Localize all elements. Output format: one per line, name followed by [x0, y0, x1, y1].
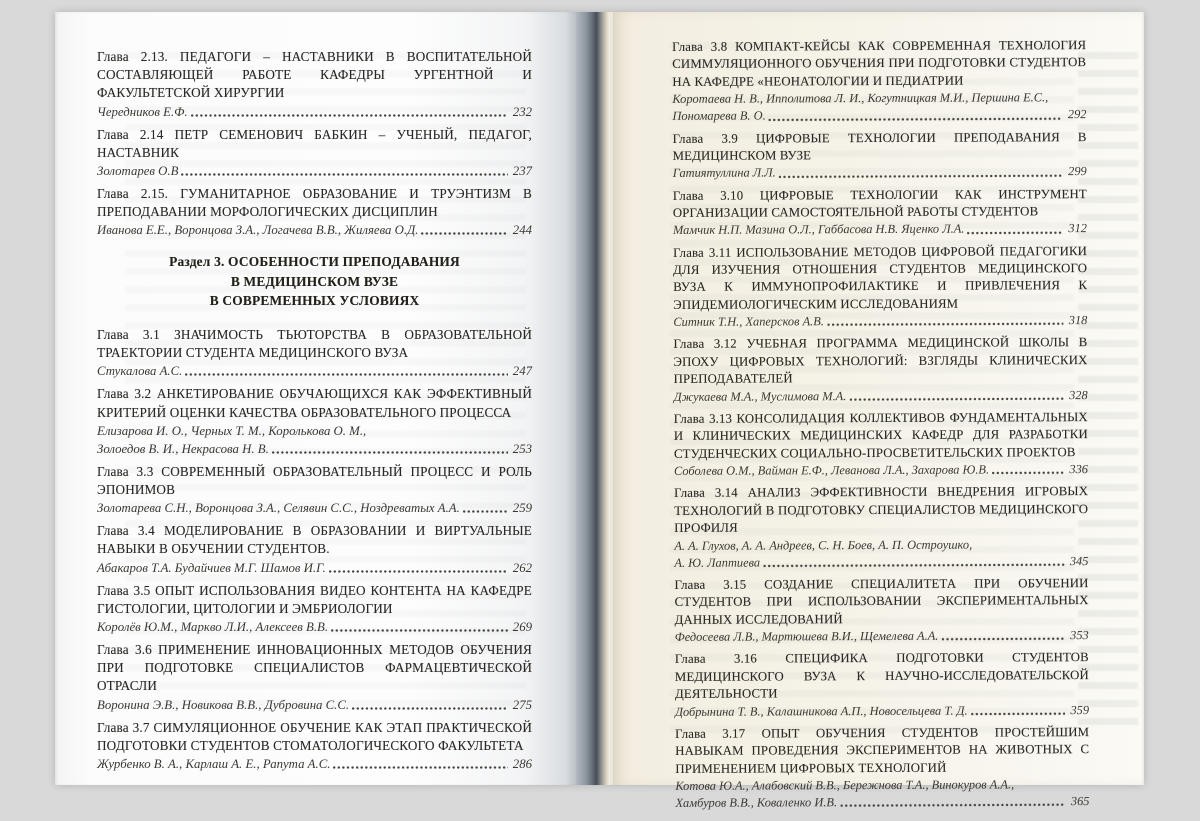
toc-entry-authors: Гатиятуллина Л.Л.: [672, 165, 776, 181]
section-heading: [97, 252, 532, 311]
toc-entry-title: Глава 3.6 ПРИМЕНЕНИЕ ИННОВАЦИОННЫХ МЕТОДОВ ОБУЧЕНИЯ ПРИ ПОДГОТОВКЕ СПЕЦИАЛИСТОВ ФАРМАЦЕВТИЧЕСКОЙ ОТРАСЛИ: [97, 641, 532, 694]
toc-entry-page-number: 262: [512, 560, 532, 575]
toc-entry-title: Глава 3.10 ЦИФРОВЫЕ ТЕХНОЛОГИИ КАК ИНСТРУМЕНТ ОРГАНИЗАЦИИ САМОСТОЯТЕЛЬНОЙ РАБОТЫ СТУДЕНТОВ: [672, 186, 1087, 220]
section-heading-line: В СОВРЕМЕННЫХ УСЛОВИЯХ: [209, 293, 420, 309]
toc-entry-authors: Золотарев О.В: [97, 164, 179, 179]
toc-entry-authors: Добрынина Т. В., Калашникова А.П., Новосельцева Т. Д.: [675, 703, 968, 719]
section-heading-line: В МЕДИЦИНСКОМ ВУЗЕ: [230, 273, 399, 289]
dot-leader: [971, 702, 1066, 720]
toc-entry-title: Глава 3.12 УЧЕБНАЯ ПРОГРАММА МЕДИЦИНСКОЙ ШКОЛЫ В ЭПОХУ ЦИФРОВЫХ ТЕХНОЛОГИЙ: ВЗГЛЯДЫ КЛИНИЧЕСКИХ ПРЕПОДАВАТЕЛЕЙ: [673, 335, 1088, 387]
toc-entry-title: Глава 3.5 ОПЫТ ИСПОЛЬЗОВАНИЯ ВИДЕО КОНТЕНТА НА КАФЕДРЕ ГИСТОЛОГИИ, ЦИТОЛОГИИ И ЭМБРИОЛОГИИ: [97, 582, 532, 616]
dot-leader: [352, 696, 508, 714]
toc-entry-authors-row: [97, 559, 532, 577]
toc-entry: [97, 719, 532, 773]
dot-leader: [827, 312, 1064, 330]
toc-entry-authors-row: [674, 553, 1088, 572]
toc-entry-authors-extra: Елизарова И. О., Черных Т. М., Королькова О. М.,: [97, 423, 367, 438]
toc-entry-title: Глава 3.15 СОЗДАНИЕ СПЕЦИАЛИТЕТА ПРИ ОБУЧЕНИИ СТУДЕНТОВ ПРИ ИСПОЛЬЗОВАНИИ ЭКСПЕРИМЕНТАЛЬНЫХ ДАННЫХ ИССЛЕДОВАНИЙ: [674, 576, 1089, 627]
toc-entry: [97, 463, 532, 517]
toc-entry-page-number: 328: [1069, 387, 1088, 402]
toc-entry: [675, 724, 1089, 812]
left-page: [55, 12, 576, 785]
toc-entry-authors-row: [673, 164, 1087, 183]
dot-leader: [463, 499, 508, 517]
toc-entry-title: Глава 3.4 МОДЕЛИРОВАНИЕ В ОБРАЗОВАНИИ И ВИРТУАЛЬНЫЕ НАВЫКИ В ОБУЧЕНИИ СТУДЕНТОВ.: [97, 523, 532, 557]
toc-entry: [674, 575, 1088, 646]
dot-leader: [763, 553, 1065, 572]
toc-entry-page-number: 244: [512, 223, 532, 238]
toc-entry-title: Глава 3.9 ЦИФРОВЫЕ ТЕХНОЛОГИИ ПРЕПОДАВАНИЯ В МЕДИЦИНСКОМ ВУЗЕ: [672, 129, 1087, 163]
toc-entry-page-number: 345: [1069, 553, 1089, 568]
dot-leader: [992, 461, 1064, 479]
dot-leader: [421, 221, 507, 239]
toc-entry-page-number: 253: [512, 441, 532, 456]
toc-entry: [97, 641, 532, 714]
toc-entry-authors: Абакаров Т.А. Будайчиев М.Г. Шамов И.Г.: [97, 560, 326, 575]
toc-entry-authors-row: [97, 440, 532, 458]
toc-entry-authors-extra: Коротаева Н. В., Ипполитова Л. И., Когутницкая М.И., Першина Е.С.,: [672, 90, 1049, 107]
toc-entry-page-number: 237: [512, 164, 532, 179]
toc-entry-title: Глава 3.17 ОПЫТ ОБУЧЕНИЯ СТУДЕНТОВ ПРОСТЕЙШИМ НАВЫКАМ ПРОВЕДЕНИЯ ЭКСПЕРИМЕНТОВ НА ЖИВОТНЫХ С ПРИМЕНЕНИЕМ ЦИФРОВЫХ ТЕХНОЛОГИЙ: [675, 724, 1090, 776]
toc-entry-authors-row: [675, 793, 1089, 812]
dot-leader: [329, 559, 508, 577]
toc-entry: [97, 126, 532, 180]
toc-entry: [97, 326, 532, 380]
toc-entry-authors-row: [673, 312, 1087, 331]
toc-entry-page-number: 312: [1068, 221, 1087, 236]
toc-entry-authors-extra: А. А. Глухов, А. А. Андреев, С. Н. Боев, А. П. Остроушко,: [674, 537, 973, 553]
section-heading-line: Раздел 3. ОСОБЕННОСТИ ПРЕПОДАВАНИЯ: [169, 254, 460, 270]
toc-entry-authors-row: [97, 362, 532, 380]
toc-entry: [675, 649, 1089, 720]
toc-entry-authors-row: [673, 221, 1087, 240]
dot-leader: [185, 362, 507, 380]
toc-entry: [97, 185, 532, 239]
toc-entry-page-number: 353: [1070, 628, 1089, 643]
toc-entry-page-number: 232: [512, 104, 532, 119]
dot-leader: [331, 618, 508, 636]
toc-entry: [674, 409, 1088, 480]
toc-entry-authors: Джукаева М.А., Муслимова М.А.: [673, 388, 847, 404]
toc-entry: [97, 522, 532, 576]
toc-entry-authors: Чередников Е.Ф.: [97, 104, 188, 119]
toc-entry: [97, 385, 532, 457]
toc-entry-title: Глава 3.1 ЗНАЧИМОСТЬ ТЬЮТОРСТВА В ОБРАЗОВАТЕЛЬНОЙ ТРАЕКТОРИИ СТУДЕНТА МЕДИЦИНСКОГО ВУЗА: [97, 326, 532, 361]
toc-entry: [97, 48, 532, 121]
dot-leader: [272, 440, 508, 458]
toc-entry-authors: Королёв Ю.М., Маркво Л.И., Алексеев В.В.: [97, 619, 329, 634]
toc-entry-page-number: 275: [512, 697, 532, 712]
toc-entry-authors-row: [97, 618, 532, 636]
toc-entry-authors-row: [97, 499, 532, 517]
toc-entry-authors: Стукалова А.С.: [97, 364, 183, 379]
toc-entry-title: Глава 3.16 СПЕЦИФИКА ПОДГОТОВКИ СТУДЕНТОВ МЕДИЦИНСКОГО ВУЗА К НАУЧНО-ИССЛЕДОВАТЕЛЬСКОЙ ДЕЯТЕЛЬНОСТИ: [674, 650, 1089, 702]
toc-entry-page-number: 336: [1069, 462, 1089, 477]
toc-entry: [673, 335, 1087, 406]
toc-entry-title: Глава 2.15. ГУМАНИТАРНОЕ ОБРАЗОВАНИЕ И ТРУЭНТИЗМ В ПРЕПОДАВАНИИ МОРФОЛОГИЧЕСКИХ ДИСЦИПЛИН: [97, 186, 532, 220]
toc-entry-title: Глава 3.7 СИМУЛЯЦИОННОЕ ОБУЧЕНИЕ КАК ЭТАП ПРАКТИЧЕСКОЙ ПОДГОТОВКИ СТУДЕНТОВ СТОМАТОЛОГИЧЕСКОГО ФАКУЛЬТЕТА: [97, 719, 532, 753]
toc-entry: [673, 129, 1087, 183]
dot-leader: [779, 164, 1063, 182]
toc-entry-authors-row: [97, 162, 532, 180]
toc-entry-title: Глава 3.13 КОНСОЛИДАЦИЯ КОЛЛЕКТИВОВ ФУНДАМЕНТАЛЬНЫХ И КЛИНИЧЕСКИХ МЕДИЦИНСКИХ КАФЕДР ДЛЯ РАЗРАБОТКИ СТУДЕНЧЕСКИХ СОЦИАЛЬНО-ПРОСВЕТИТЕЛЬСКИХ ПРОЕКТОВ: [673, 409, 1088, 461]
toc-entry-page-number: 286: [512, 756, 532, 771]
toc-entry-page-number: 365: [1070, 794, 1090, 809]
toc-entry-authors-extra: Котова Ю.А., Алабовский В.В., Бережнова Т.А., Винокуров А.А.,: [675, 777, 1015, 793]
toc-entry-authors-row: [674, 387, 1088, 406]
toc-entry-page-number: 259: [512, 501, 532, 516]
toc-entry-authors: Соболева О.М., Вайман Е.Ф., Леванова Л.А., Захарова Ю.В.: [673, 462, 990, 479]
toc-entry-title: Глава 3.14 АНАЛИЗ ЭФФЕКТИВНОСТИ ВНЕДРЕНИЯ ИГРОВЫХ ТЕХНОЛОГИЙ В ПОДГОТОВКУ СПЕЦИАЛИСТОВ МЕДИЦИНСКОГО ПРОФИЛЯ: [674, 484, 1089, 536]
dot-leader: [333, 755, 507, 773]
toc-entry-authors-row: [97, 103, 532, 121]
toc-entry-authors-row: [675, 627, 1089, 646]
dot-leader: [967, 221, 1063, 239]
dot-leader: [769, 107, 1063, 125]
toc-entry-page-number: 269: [512, 619, 532, 634]
left-page-content: [55, 12, 576, 821]
toc-entry-authors-row: [97, 221, 532, 239]
toc-entry-authors: А. Ю. Лаптиева: [674, 555, 761, 570]
toc-entry-authors: Золоедов В. И., Некрасова Н. В.: [97, 441, 269, 456]
toc-entry-title: Глава 3.2 АНКЕТИРОВАНИЕ ОБУЧАЮЩИХСЯ КАК ЭФФЕКТИВНЫЙ КРИТЕРИЙ ОЦЕНКИ КАЧЕСТВА ОБРАЗОВАТЕЛЬНОГО ПРОЦЕССА: [97, 386, 532, 420]
toc-entry-title: Глава 2.14 ПЕТР СЕМЕНОВИЧ БАБКИН – УЧЕНЫЙ, ПЕДАГОГ, НАСТАВНИК: [97, 126, 532, 160]
toc-entry-page-number: 299: [1068, 164, 1087, 179]
dot-leader: [941, 627, 1065, 645]
toc-entry-authors: Иванова Е.Е., Воронцова З.А., Логачева В.В., Жиляева О.Д.: [97, 223, 419, 238]
toc-entry-title: Глава 3.11 ИСПОЛЬЗОВАНИЕ МЕТОДОВ ЦИФРОВОЙ ПЕДАГОГИКИ ДЛЯ ИЗУЧЕНИЯ ОТНОШЕНИЯ СТУДЕНТОВ МЕДИЦИНСКОГО ВУЗА К ИММУНОПРОФИЛАКТИКЕ И ПРИВЛЕЧЕНИЯ К ЭПИДЕМИОЛОГИЧЕСКИМ ИССЛЕДОВАНИЯМ: [673, 243, 1088, 312]
toc-entry-authors: Мамчик Н.П. Мазина О.Л., Габбасова Н.В. Яценко Л.А.: [672, 222, 965, 238]
toc-entry-authors-row: [672, 107, 1086, 126]
toc-entry-authors: Ситник Т.Н., Хаперсков А.В.: [673, 314, 824, 330]
toc-entry: [673, 186, 1087, 240]
dot-leader: [840, 793, 1066, 811]
toc-entry-title: Глава 3.3 СОВРЕМЕННЫЙ ОБРАЗОВАТЕЛЬНЫЙ ПРОЦЕСС И РОЛЬ ЭПОНИМОВ: [97, 463, 532, 497]
toc-entry: [674, 483, 1088, 571]
right-page: [610, 12, 1144, 811]
toc-entry-authors-row: [97, 755, 532, 773]
dot-leader: [191, 103, 508, 121]
book-spread: [55, 12, 1144, 811]
toc-entry-authors-row: [674, 461, 1088, 480]
toc-entry-page-number: 292: [1067, 107, 1087, 122]
toc-entry-page-number: 247: [512, 364, 532, 379]
toc-entry-page-number: 318: [1068, 313, 1088, 328]
right-page-content: [610, 11, 1147, 812]
book-gutter-shadow: [576, 12, 610, 785]
toc-entry-title: Глава 2.13. ПЕДАГОГИ – НАСТАВНИКИ В ВОСПИТАТЕЛЬНОЙ СОСТАВЛЯЮЩЕЙ РАБОТЕ КАФЕДРЫ УРГЕНТНОЙ И ФАКУЛЬТЕТСКОЙ ХИРУРГИИ: [97, 49, 532, 101]
toc-entry: [672, 37, 1086, 125]
toc-entry: [97, 582, 532, 636]
toc-entry-authors: Воронина Э.В., Новикова В.В., Дубровина С.С.: [97, 697, 350, 712]
toc-entry-authors: Пономарева В. О.: [672, 108, 766, 124]
toc-entry: [673, 243, 1087, 332]
toc-entry-authors: Золотарева С.Н., Воронцова З.А., Селявин С.С., Ноздреватых А.А.: [97, 501, 460, 516]
toc-entry-authors: Журбенко В. А., Карлаш А. Е., Рапута А.С.: [97, 756, 331, 771]
toc-entry-authors-row: [675, 702, 1089, 721]
dot-leader: [849, 387, 1064, 405]
toc-entry-authors: Хамбуров В.В., Коваленко И.В.: [675, 795, 838, 811]
dot-leader: [181, 162, 507, 180]
toc-entry-title: Глава 3.8 КОМПАКТ-КЕЙСЫ КАК СОВРЕМЕННАЯ ТЕХНОЛОГИЯ СИММУЛЯЦИОННОГО ОБУЧЕНИЯ ПРИ ПОДГОТОВКИ СТУДЕНТОВ НА КАФЕДРЕ «НЕОНАТОЛОГИИ И ПЕДИАТРИИ: [672, 38, 1087, 89]
toc-entry-authors: Федосеева Л.В., Мартюшева В.И., Щемелева А.А.: [674, 628, 939, 645]
toc-entry-authors-row: [97, 696, 532, 714]
toc-entry-page-number: 359: [1070, 702, 1090, 717]
